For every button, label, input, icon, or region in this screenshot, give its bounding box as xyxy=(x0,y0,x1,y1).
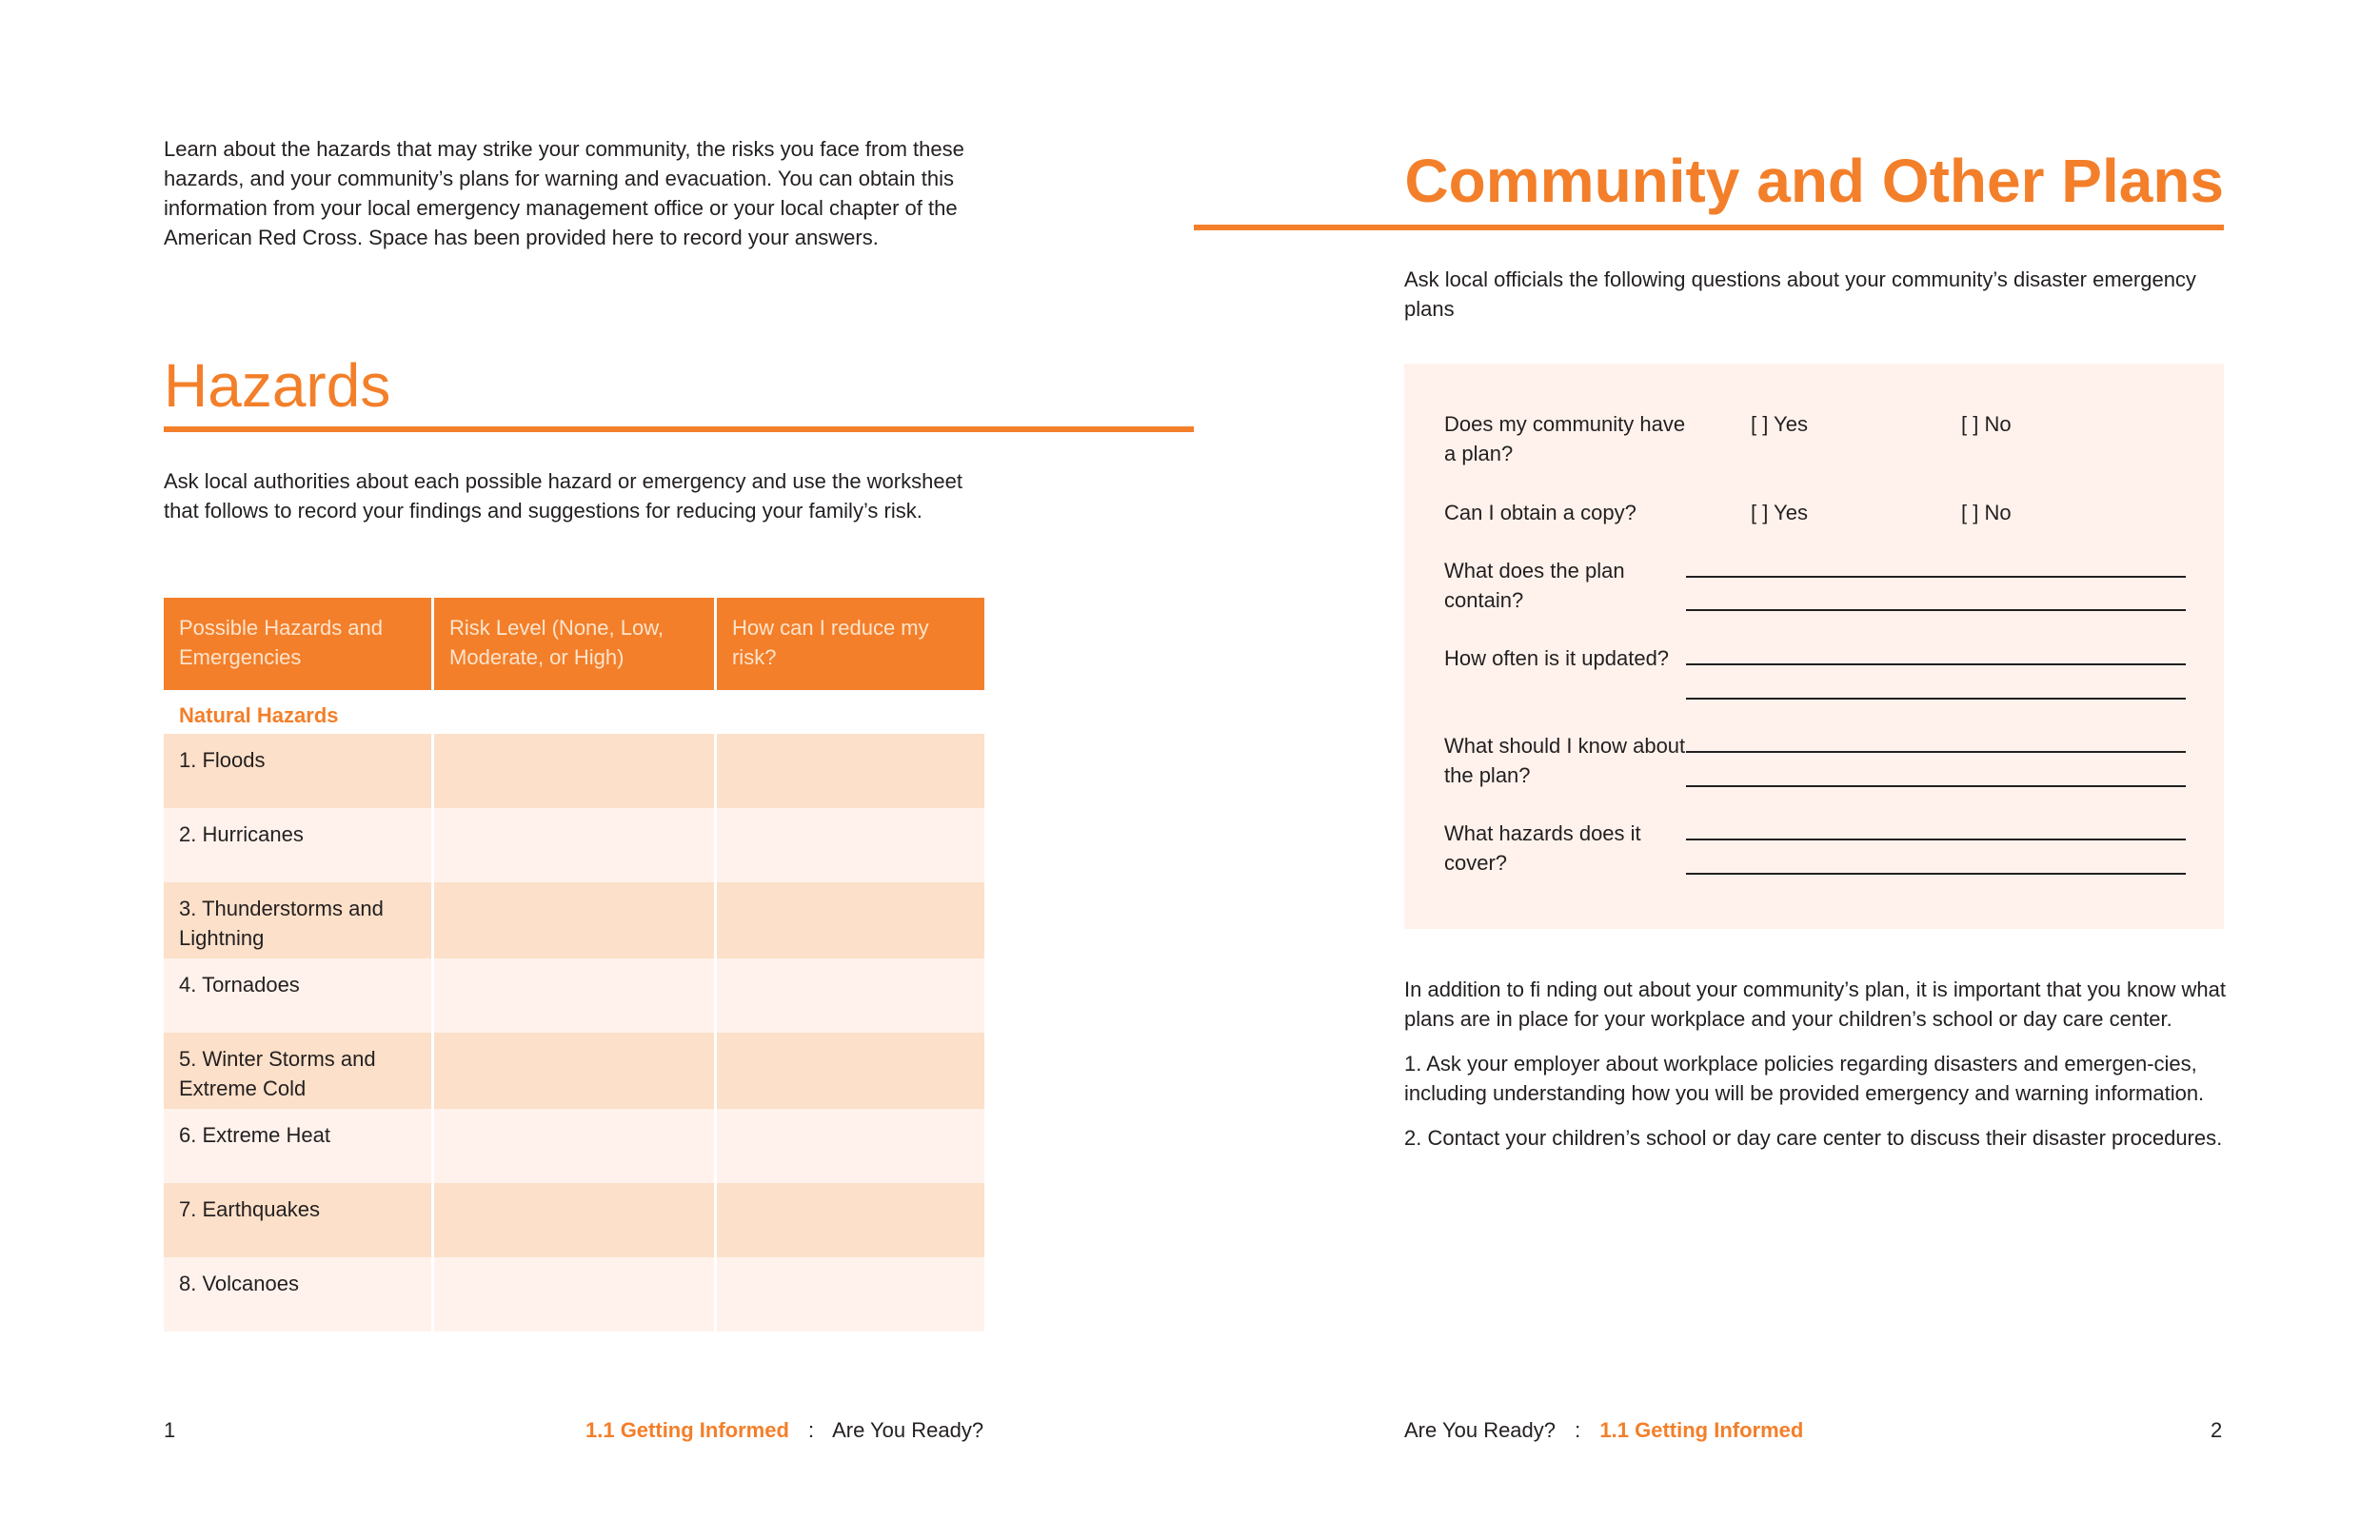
answer-line[interactable] xyxy=(1686,663,2186,665)
workplace-school-paragraph: In addition to fi nding out about your community’s plan, it is important that you know what plans are in place for your workplace and your children’s school or day care center. xyxy=(1404,977,2226,1031)
footer-separator: : xyxy=(808,1418,815,1442)
footer-book-title: Are You Ready? xyxy=(1404,1418,1557,1442)
community-plans-description: Ask local officials the following questions about your community’s disaster emergency plans xyxy=(1404,267,2196,321)
intro-text: Learn about the hazards that may strike your community, the risks you face from these hazards, and your community’s plans for warning and evacuation. You can obtain this information from your local emergency management office or your local chapter of the American Red Cross. Space has been provided here to record your answers. xyxy=(164,137,964,249)
obtain-copy-no-checkbox[interactable]: [ ] No xyxy=(1961,501,2012,524)
hazards-divider xyxy=(164,426,1194,432)
natural-hazards-heading: Natural Hazards xyxy=(179,703,339,727)
risk-level-cell[interactable] xyxy=(434,808,714,882)
right-page xyxy=(1190,0,2380,1540)
hazard-name: 8. Volcanoes xyxy=(164,1257,431,1332)
employer-item: 1. Ask your employer about workplace policies regarding disasters and emergen-cies, including understanding how you will be provided emergency and warning information. xyxy=(1404,1052,2205,1105)
page-number: 1 xyxy=(164,1418,176,1442)
footer-separator: : xyxy=(1575,1418,1581,1442)
hazard-name: 3. Thunderstorms and Lightning xyxy=(164,882,431,958)
table-row xyxy=(164,734,984,808)
question-know-about-plan: What should I know about the plan? xyxy=(1444,734,1686,787)
header-hazards: Possible Hazards and Emergencies xyxy=(164,598,431,690)
reduce-risk-cell[interactable] xyxy=(717,1109,984,1183)
footer-section: 1.1 Getting Informed xyxy=(1599,1418,1804,1442)
hazard-name: 7. Earthquakes xyxy=(164,1183,431,1257)
reduce-risk-cell[interactable] xyxy=(717,958,984,1033)
question-obtain-copy: Can I obtain a copy? xyxy=(1444,501,1636,524)
plan-questions-box xyxy=(1404,364,2224,929)
reduce-risk-cell[interactable] xyxy=(717,734,984,808)
question-plan-contents: What does the plan contain? xyxy=(1444,559,1625,612)
hazard-name: 5. Winter Storms and Extreme Cold xyxy=(164,1033,431,1109)
running-footer xyxy=(1404,1416,1803,1445)
running-footer xyxy=(585,1416,983,1445)
community-plans-divider xyxy=(1194,225,2224,230)
hazards-title: Hazards xyxy=(164,351,391,420)
answer-line[interactable] xyxy=(1686,839,2186,840)
footer-section: 1.1 Getting Informed xyxy=(585,1418,789,1442)
risk-level-cell[interactable] xyxy=(434,1109,714,1183)
question-have-plan: Does my community have a plan? xyxy=(1444,412,1686,465)
risk-level-cell[interactable] xyxy=(434,734,714,808)
community-plans-title: Community and Other Plans xyxy=(1404,147,2224,215)
risk-level-cell[interactable] xyxy=(434,1183,714,1257)
answer-line[interactable] xyxy=(1686,785,2186,787)
table-row xyxy=(164,1257,984,1332)
hazard-name: 2. Hurricanes xyxy=(164,808,431,882)
answer-line[interactable] xyxy=(1686,576,2186,578)
header-risk-level: Risk Level (None, Low, Moderate, or High) xyxy=(434,598,714,690)
reduce-risk-cell[interactable] xyxy=(717,1257,984,1332)
have-plan-no-checkbox[interactable]: [ ] No xyxy=(1961,412,2012,436)
answer-line[interactable] xyxy=(1686,609,2186,611)
hazards-description: Ask local authorities about each possible hazard or emergency and use the worksheet that follows to record your findings and suggestions for reducing your family’s risk. xyxy=(164,469,962,523)
hazards-worksheet-table xyxy=(164,598,984,1332)
risk-level-cell[interactable] xyxy=(434,1033,714,1109)
table-row xyxy=(164,882,984,958)
page-number: 2 xyxy=(2211,1418,2223,1442)
answer-line[interactable] xyxy=(1686,751,2186,753)
table-row xyxy=(164,808,984,882)
school-item: 2. Contact your children’s school or day care center to discuss their disaster procedures. xyxy=(1404,1126,2223,1150)
hazard-name: 1. Floods xyxy=(164,734,431,808)
have-plan-yes-checkbox[interactable]: [ ] Yes xyxy=(1751,412,1808,436)
table-row xyxy=(164,958,984,1033)
hazard-name: 6. Extreme Heat xyxy=(164,1109,431,1183)
risk-level-cell[interactable] xyxy=(434,882,714,958)
table-row xyxy=(164,1183,984,1257)
table-row xyxy=(164,1109,984,1183)
header-reduce-risk: How can I reduce my risk? xyxy=(717,598,984,690)
table-header xyxy=(164,598,984,690)
reduce-risk-cell[interactable] xyxy=(717,882,984,958)
answer-line[interactable] xyxy=(1686,873,2186,875)
reduce-risk-cell[interactable] xyxy=(717,1033,984,1109)
footer-book-title: Are You Ready? xyxy=(832,1418,984,1442)
obtain-copy-yes-checkbox[interactable]: [ ] Yes xyxy=(1751,501,1808,524)
question-hazards-covered: What hazards does it cover? xyxy=(1444,821,1641,875)
answer-line[interactable] xyxy=(1686,698,2186,700)
risk-level-cell[interactable] xyxy=(434,1257,714,1332)
reduce-risk-cell[interactable] xyxy=(717,808,984,882)
risk-level-cell[interactable] xyxy=(434,958,714,1033)
table-row xyxy=(164,1033,984,1109)
reduce-risk-cell[interactable] xyxy=(717,1183,984,1257)
hazard-name: 4. Tornadoes xyxy=(164,958,431,1033)
question-update-frequency: How often is it updated? xyxy=(1444,646,1670,670)
additional-plans-section xyxy=(1404,975,2232,1168)
